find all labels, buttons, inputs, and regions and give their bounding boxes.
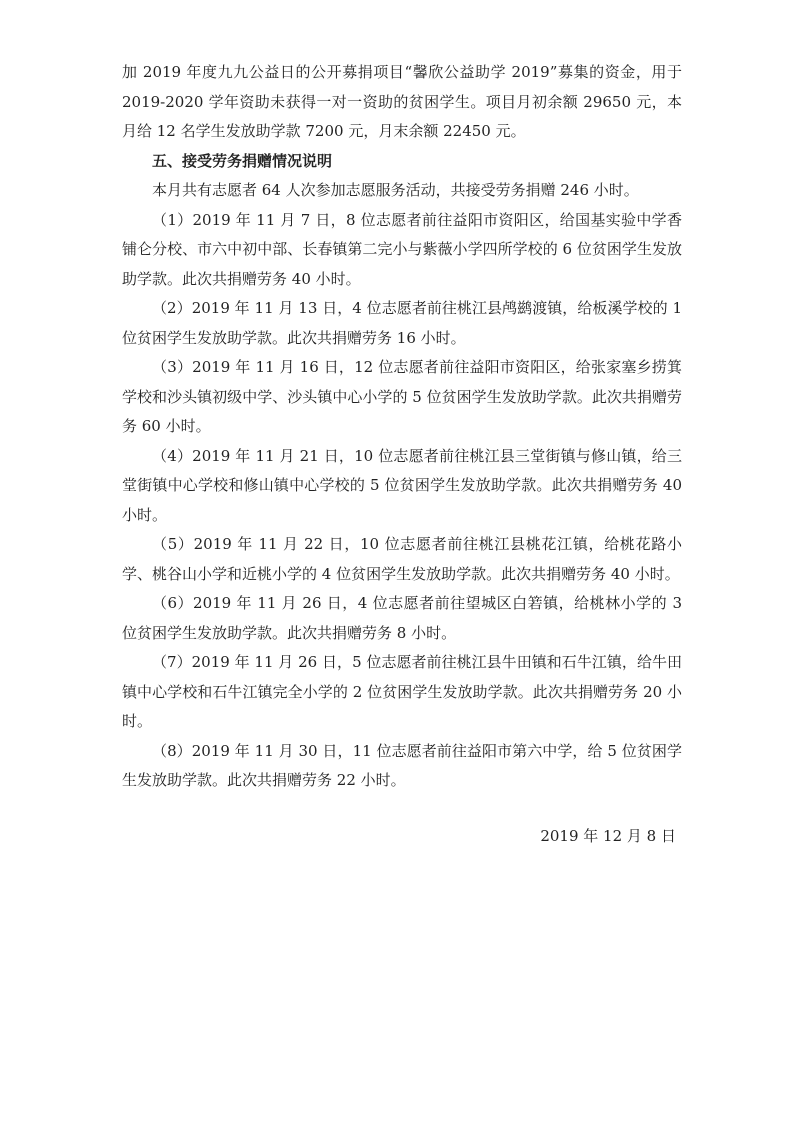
list-item: （5）2019 年 11 月 22 日，10 位志愿者前往桃江县桃花江镇，给桃花路小学、桃谷山小学和近桃小学的 4 位贫困学生发放助学款。此次共捐赠劳务 40 小时。 <box>122 535 682 583</box>
list-item: （2）2019 年 11 月 13 日，4 位志愿者前往桃江县鸬鹚渡镇，给板溪学校的 1 位贫困学生发放助学款。此次共捐赠劳务 16 小时。 <box>122 299 682 347</box>
document-date: 2019 年 12 月 8 日 <box>540 827 676 845</box>
list-item: （4）2019 年 11 月 21 日，10 位志愿者前往桃江县三堂街镇与修山镇，给三堂街镇中心学校和修山镇中心学校的 5 位贫困学生发放助学款。此次共捐赠劳务 40 小时。 <box>122 446 682 524</box>
summary-paragraph: 本月共有志愿者 64 人次参加志愿服务活动，共接受劳务捐赠 246 小时。 <box>152 181 639 199</box>
list-item: （6）2019 年 11 月 26 日，4 位志愿者前往望城区白箬镇，给桃林小学的 3 位贫困学生发放助学款。此次共捐赠劳务 8 小时。 <box>122 594 682 642</box>
list-item: （1）2019 年 11 月 7 日，8 位志愿者前往益阳市资阳区，给国基实验中学香铺仑分校、市六中初中部、长春镇第二完小与紫薇小学四所学校的 6 位贫困学生发放助学款。此次共捐赠劳务 40 小时。 <box>122 210 682 288</box>
list-item: （7）2019 年 11 月 26 日，5 位志愿者前往桃江县牛田镇和石牛江镇，给牛田镇中心学校和石牛江镇完全小学的 2 位贫困学生发放助学款。此次共捐赠劳务 20 小时。 <box>122 653 682 730</box>
intro-paragraph: 加 2019 年度九九公益日的公开募捐项目“馨欣公益助学 2019”募集的资金，用于 2019-2020 学年资助未获得一对一资助的贫困学生。项目月初余额 29650 元，本月给 12 名学生发放助学款 7200 元，月末余额 22450 元。 <box>122 63 682 140</box>
list-item: （3）2019 年 11 月 16 日，12 位志愿者前往益阳市资阳区，给张家塞乡捞箕学校和沙头镇初级中学、沙头镇中心小学的 5 位贫困学生发放助学款。此次共捐赠劳务 60 小时。 <box>122 358 682 435</box>
list-item: （8）2019 年 11 月 30 日，11 位志愿者前往益阳市第六中学，给 5 位贫困学生发放助学款。此次共捐赠劳务 22 小时。 <box>122 741 682 789</box>
section-heading: 五、接受劳务捐赠情况说明 <box>152 151 333 170</box>
document-body <box>122 58 682 796</box>
